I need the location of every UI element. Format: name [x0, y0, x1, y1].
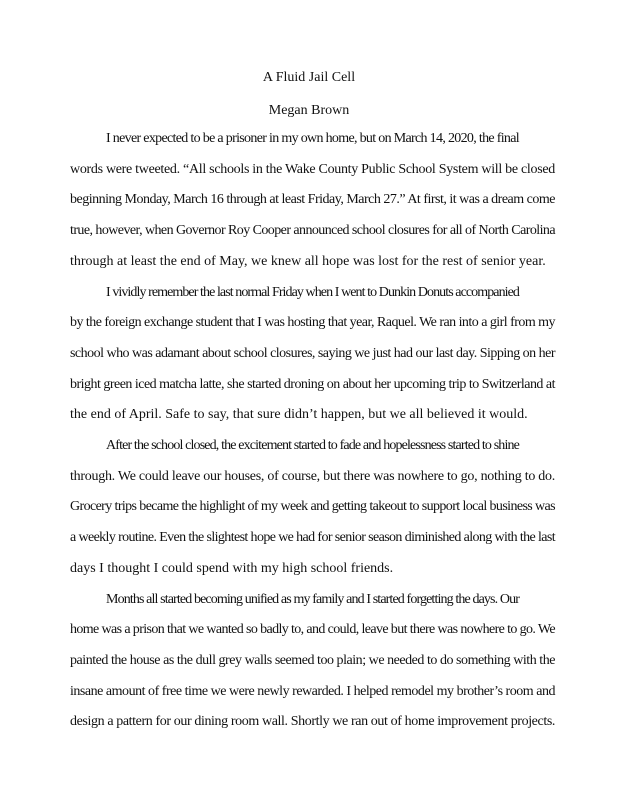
paragraph-1: [70, 124, 555, 278]
paragraph-4: [70, 585, 555, 739]
text-line: painted the house as the dull grey walls seemed too plain; we needed to do something with the: [70, 652, 555, 668]
text-line: insane amount of free time we were newly rewarded. I helped remodel my brother’s room and: [70, 683, 555, 699]
text-line: a weekly routine. Even the slightest hope we had for senior season diminished along with the last: [70, 530, 555, 546]
text-line: home was a prison that we wanted so badly to, and could, leave but there was nowhere to go. We: [70, 622, 555, 638]
text-line: days I thought I could spend with my high school friends.: [70, 560, 394, 576]
text-line: the end of April. Safe to say, that sure didn’t happen, but we all believed it would.: [70, 407, 528, 423]
paragraph-2: [70, 278, 555, 432]
text-line: After the school closed, the excitement started to fade and hopelessness started to shine: [106, 438, 519, 454]
text-line: I vividly remember the last normal Friday when I went to Dunkin Donuts accompanied: [106, 284, 519, 300]
text-line: design a pattern for our dining room wall. Shortly we ran out of home improvement projects.: [70, 714, 555, 730]
text-line: Months all started becoming unified as my family and I started forgetting the days. Our: [106, 591, 519, 607]
text-line: beginning Monday, March 16 through at least Friday, March 27.” At first, it was a dream come: [70, 192, 555, 208]
text-line: bright green iced matcha latte, she started droning on about her upcoming trip to Switzerland at: [70, 376, 555, 392]
essay-body: [70, 124, 555, 738]
text-line: words were tweeted. “All schools in the Wake County Public School System will be closed: [70, 161, 555, 177]
text-line: true, however, when Governor Roy Cooper announced school closures for all of North Carolina: [70, 223, 555, 239]
document-title: A Fluid Jail Cell: [262, 70, 356, 85]
text-line: by the foreign exchange student that I was hosting that year, Raquel. We ran into a girl from my: [70, 315, 555, 331]
text-line: through at least the end of May, we knew all hope was lost for the rest of senior year.: [70, 253, 546, 269]
text-line: through. We could leave our houses, of course, but there was nowhere to go, nothing to do.: [70, 468, 555, 484]
text-line: Grocery trips became the highlight of my week and getting takeout to support local business was: [70, 499, 555, 515]
paragraph-3: [70, 431, 555, 585]
text-line: I never expected to be a prisoner in my own home, but on March 14, 2020, the final: [106, 131, 519, 146]
author-name: Megan Brown: [268, 103, 350, 118]
text-line: school who was adamant about school closures, saying we just had our last day. Sipping on her: [70, 345, 555, 361]
